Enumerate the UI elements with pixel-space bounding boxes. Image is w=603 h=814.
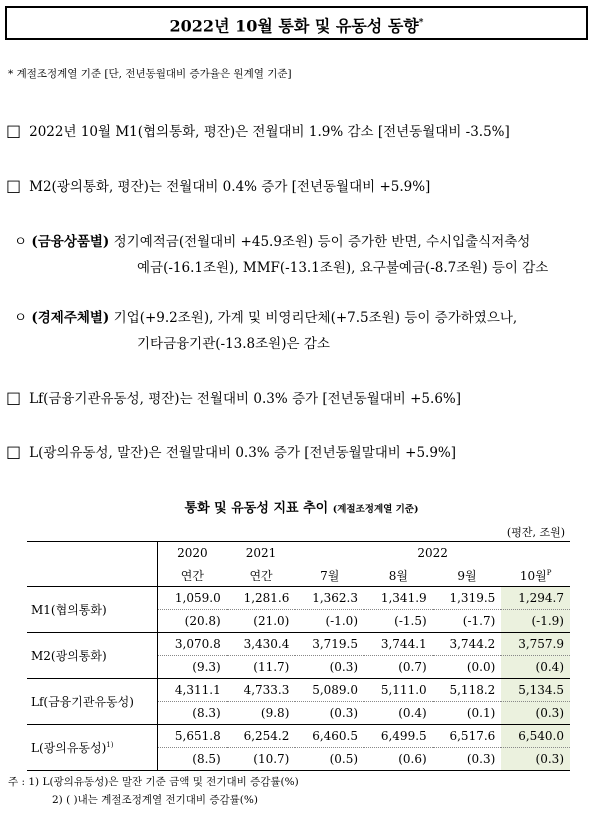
financial-product-detail: ㅇ (금융상품별) 정기예적금(전월대비 +45.9조원) 등이 증가한 반면, 수시입출식저축성: [14, 234, 531, 250]
value-cell: 4,733.3: [227, 679, 296, 702]
value-cell: 3,744.2: [433, 633, 502, 656]
rate-cell: (10.7): [227, 748, 296, 771]
item-lf: □ Lf(금융기관유동성, 평잔)는 전월대비 0.3% 증가 [전년동월대비 +5.6%]: [6, 388, 461, 407]
header-col: 9월: [433, 564, 502, 587]
value-cell: 1,319.5: [433, 587, 502, 610]
rate-cell: (-1.9): [501, 610, 570, 633]
row-label: L(광의유동성)$^{1)}$: [27, 725, 158, 771]
value-cell: 3,430.4: [227, 633, 296, 656]
value-cell: 6,540.0: [501, 725, 570, 748]
economic-agent-detail: ㅇ (경제주체별) 기업(+9.2조원), 가계 및 비영리단체(+7.5조원) 등이 증가하였으나,: [14, 310, 518, 326]
value-cell: 5,651.8: [158, 725, 227, 748]
rate-cell: (-1.7): [433, 610, 502, 633]
value-cell: 1,362.3: [295, 587, 364, 610]
page-title: 2022년 10월 통화 및 유동성 동향*: [5, 6, 588, 40]
table-row: [27, 725, 570, 748]
rate-cell: (11.7): [227, 656, 296, 679]
item-m1: □ 2022년 10월 M1(협의통화, 평잔)은 전월대비 1.9% 감소 [전년동월대비 -3.5%]: [6, 121, 510, 140]
square-bullet-icon: □: [6, 388, 22, 407]
rate-cell: (0.3): [295, 656, 364, 679]
rate-cell: (-1.5): [364, 610, 433, 633]
value-cell: 5,134.5: [501, 679, 570, 702]
square-bullet-icon: □: [6, 442, 22, 461]
rate-cell: (0.0): [433, 656, 502, 679]
item-l: □ L(광의유동성, 말잔)은 전월말대비 0.3% 증가 [전년동월말대비 +5.9%]: [6, 442, 457, 461]
rate-cell: (0.7): [364, 656, 433, 679]
financial-product-detail-line2: 예금(-16.1조원), MMF(-13.1조원), 요구불예금(-8.7조원) 등이 감소: [137, 260, 549, 276]
value-cell: 6,254.2: [227, 725, 296, 748]
value-cell: 1,341.9: [364, 587, 433, 610]
value-cell: 5,118.2: [433, 679, 502, 702]
value-cell: 3,719.5: [295, 633, 364, 656]
table-row: [27, 633, 570, 656]
rate-cell: (9.3): [158, 656, 227, 679]
row-label: M1(협의통화): [27, 587, 158, 633]
rate-cell: (0.4): [364, 702, 433, 725]
header-col: 7월: [295, 564, 364, 587]
value-cell: 5,089.0: [295, 679, 364, 702]
value-cell: 6,517.6: [433, 725, 502, 748]
value-cell: 1,281.6: [227, 587, 296, 610]
value-cell: 3,744.1: [364, 633, 433, 656]
value-cell: 3,070.8: [158, 633, 227, 656]
top-note: * 계절조정계열 기준 [단, 전년동월대비 증가율은 원계열 기준]: [8, 68, 292, 80]
value-cell: 6,460.5: [295, 725, 364, 748]
table-row: [27, 679, 570, 702]
row-label: Lf(금융기관유동성): [27, 679, 158, 725]
table-title: 통화 및 유동성 지표 추이 (계절조정계열 기준): [184, 501, 419, 516]
item-m2: □ M2(광의통화, 평잔)는 전월대비 0.4% 증가 [전년동월대비 +5.9%]: [6, 176, 431, 195]
rate-cell: (0.4): [501, 656, 570, 679]
circle-bullet-icon: ㅇ: [14, 234, 28, 250]
row-label: M2(광의통화): [27, 633, 158, 679]
footnote-1: 주 : 1) L(광의유동성)은 말잔 기준 금액 및 전기대비 증감률(%): [8, 776, 299, 788]
rate-cell: (21.0): [227, 610, 296, 633]
square-bullet-icon: □: [6, 176, 22, 195]
circle-bullet-icon: ㅇ: [14, 310, 28, 326]
value-cell: 1,059.0: [158, 587, 227, 610]
indicator-table: [27, 541, 570, 771]
value-cell: 3,757.9: [501, 633, 570, 656]
economic-agent-detail-line2: 기타금융기관(-13.8조원)은 감소: [137, 336, 330, 352]
header-col: 연간: [227, 564, 296, 587]
value-cell: 6,499.5: [364, 725, 433, 748]
rate-cell: (0.3): [501, 702, 570, 725]
value-cell: 4,311.1: [158, 679, 227, 702]
rate-cell: (0.3): [433, 748, 502, 771]
header-col: 연간: [158, 564, 227, 587]
header-col: 8월: [364, 564, 433, 587]
rate-cell: (8.5): [158, 748, 227, 771]
rate-cell: (-1.0): [295, 610, 364, 633]
value-cell: 5,111.0: [364, 679, 433, 702]
table-row: [27, 587, 570, 610]
rate-cell: (0.5): [295, 748, 364, 771]
rate-cell: (9.8): [227, 702, 296, 725]
header-col: 10월$^P$: [501, 564, 570, 587]
value-cell: 1,294.7: [501, 587, 570, 610]
header-2020: 2020: [158, 542, 227, 565]
rate-cell: (20.8): [158, 610, 227, 633]
header-2022: 2022: [417, 546, 448, 560]
rate-cell: (0.6): [364, 748, 433, 771]
rate-cell: (8.3): [158, 702, 227, 725]
square-bullet-icon: □: [6, 121, 22, 140]
footnote-2: 2) ( )내는 계절조정계열 전기대비 증감률(%): [52, 794, 258, 806]
table-unit: (평잔, 조원): [506, 526, 565, 539]
rate-cell: (0.3): [295, 702, 364, 725]
header-2021: 2021: [245, 546, 277, 560]
rate-cell: (0.1): [433, 702, 502, 725]
rate-cell: (0.3): [501, 748, 570, 771]
